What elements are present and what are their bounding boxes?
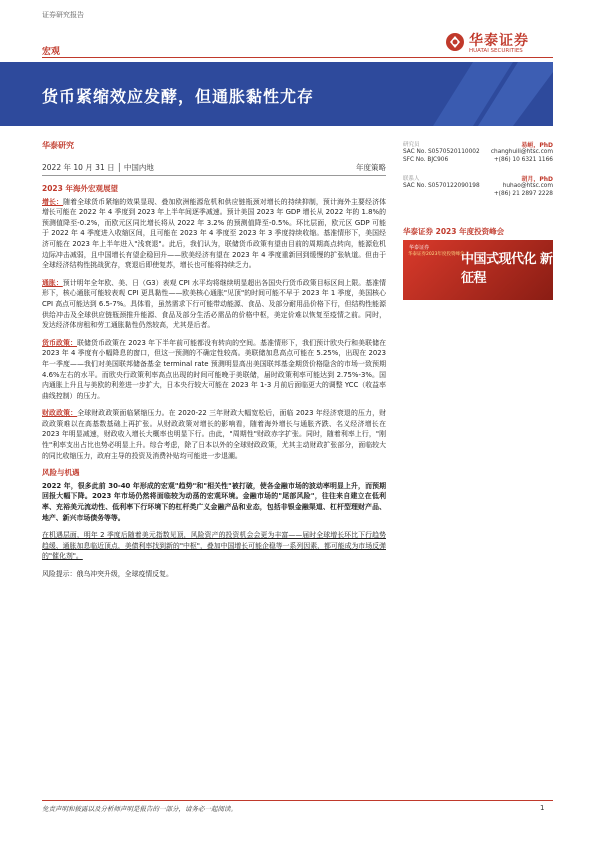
title-banner	[0, 62, 553, 126]
analyst-name: 易峘，PhD	[521, 142, 553, 149]
main-content	[42, 184, 386, 587]
paragraph-risk-warning: 风险提示：俄乌冲突升级，全球疫情反复。	[42, 570, 173, 578]
summit-title: 华泰证券 2023 年度投资峰会	[403, 227, 505, 236]
section-heading: 2023 年海外宏观展望	[42, 184, 118, 193]
summit-slogan: 中国式现代化 新征程	[461, 252, 553, 286]
report-type-label: 证券研究报告	[42, 11, 84, 19]
brand-logo	[445, 30, 553, 58]
analyst-card: 联系人 SAC No. S0570122090198 胡月，PhD huhao@htsc.com +(86) 21 2897 2228	[403, 176, 553, 197]
footer-divider	[42, 800, 553, 801]
label-growth: 增长：	[42, 197, 64, 206]
page-number: 1	[540, 804, 545, 812]
label-monetary: 货币政策：	[42, 338, 77, 347]
analyst-card: 研究员 SAC No. S0570520110002 SFC No. BJC906 易峘，PhD changhuili@htsc.com +(86) 10 6321 1166	[403, 142, 553, 163]
label-fiscal: 财政政策：	[42, 409, 78, 418]
logo-text-cn: 华泰证券	[469, 33, 529, 49]
paragraph-fiscal: 财政政策：全球财政政策面临紧缩压力。在 2020-22 三年财政大幅宽松后，面临 2023 年经济衰退的压力，财政政策难以在高基数基础上再扩张。从财政政策对增长的影响看，随着海外增长与通胀齐跌、名义经济增长在 2023 年明显减速，财政收入增长大概率也明显下行。由此，"周期性"财政赤字扩张。同时，随着利率上行，"刚性"利率支出占比也势必明显上升。综合考虑，除了日本以外的全球财政政策，尤其主动财政扩张部分，面临较大的同比收缩压力，政府主导的投资及消费补贴均可能进一步退潮。	[42, 409, 386, 460]
doc-type: 年度策略	[356, 163, 386, 172]
summit-banner[interactable]: 华泰证券 华泰证券2023年度投资峰会 中国式现代化 新征程	[403, 240, 553, 300]
analyst-name: 胡月，PhD	[521, 176, 553, 183]
huatai-logo-icon	[445, 32, 465, 52]
institute-label: 华泰研究	[42, 140, 74, 150]
paragraph-opportunity: 在机遇层面，明年 2 季度后随着美元指数见顶，风险资产的投资机会会更为丰富——届时全球增长环比下行趋势趋缓、通胀加息临近顶点，美债利率找到新的"中枢"，叠加中国增长可能企稳等一系列因素，都可能成为市场反弹的"催化剂"。	[42, 531, 386, 561]
risk-heading: 风险与机遇	[42, 468, 80, 478]
footer-disclaimer: 免责声明和披露以及分析师声明是报告的一部分，请务必一起阅读。	[42, 805, 237, 813]
paragraph-growth: 增长：随着全球货币紧缩的效果显现、叠加欧洲能源危机和供应链瓶颈对增长的持续抑制，预计海外主要经济体增长可能在 2022 年 4 季度到 2023 年上半年间逐季减速。预计美国 2023 年 GDP 增长从 2022 年的 1.8%的预测值降至-0.2%，而欧元区同比增长将从 2022 年 3.2% 的预测值降至-0.5%。环比层面，欧元区 GDP 可能于 2022 年 4 季度进入收缩区间，且可能在 2023 年 4 季度至 2023 年 3 季度持续收缩。基准情形下，美国经济可能在 2023 年上半年进入"浅衰退"。此后，我们认为，联储货币政策有望由目前的周期高点转向，能源危机边际冲击减弱，且中国增长有望企稳回升——欧美经济有望在 2023 年 4 季度重新回到缓慢的扩张轨道。但由于全球经济结构性挑战犹存，衰退后即使复苏，增长也可能将持续乏力。	[42, 197, 387, 270]
date-region-line: 2022 年 10 月 31 日 │ 中国内地	[42, 163, 154, 172]
analyst-email[interactable]: changhuili@htsc.com	[490, 149, 553, 155]
report-title: 货币紧缩效应发酵，但通胀黏性尤存	[42, 87, 315, 106]
paragraph-risk: 2022 年，很多此前 30-40 年形成的宏观"趋势"和"相关性"被打破，使各金融市场的波动率明显上升，而预期回报大幅下降。2023 年市场仍然将面临较为动荡的宏观环境。金融市场的"尾部风险"，往往来自建立在低利率、充裕美元流动性、低利率下行环境下的杠杆类广义金融产品和业态，包括非银金融渠道、杠杆型理财产品、地产、新兴市场债务等等。	[42, 481, 386, 522]
report-region: 中国内地	[123, 163, 154, 172]
section-label: 宏观	[42, 47, 61, 57]
label-inflation: 通胀：	[42, 278, 63, 287]
analyst-panel	[403, 140, 553, 208]
report-date: 2022 年 10 月 31 日	[42, 163, 115, 172]
analyst-email[interactable]: huhao@htsc.com	[502, 183, 553, 189]
banner-decoration	[433, 62, 553, 126]
paragraph-inflation: 通胀：预计明年全年欧、美、日（G3）表观 CPI 水平均将继续明显超出各国央行货币政策目标区间上限。基准情形下，核心通胀可能较表观 CPI 更具黏性——欧美核心通胀"见顶"的时间可能不早于 2023 年 1 季度，美国核心 CPI 高点可能达到 6.5-7%。具体看，虽然需求下行可能带动能源、食品、及部分耐用品价格下行，但结构性能源供给冲击及全球供应链瓶颈推升能源、食品及部分生活必需品的价格中枢，美定价难以恢复至疫情之前。同时，发达经济体房租和劳工通胀黏性仍然较高，尤其是后者。	[42, 278, 386, 330]
paragraph-monetary: 货币政策：联储货币政策在 2023 年下半年前可能都没有转向的空间。基准情形下，我们预计欧央行和美联储在 2023 年 4 季度有小幅降息的窗口，但这一预测的不确定性较高。美联储加息高点可能在 5.25%，出现在 2023 年一季度——我们对美国联邦储备基金 terminal rate 预测明显高出美国联邦基金期货价格隐含的市场一致预期 4.6%左右的水平。而欧央行政策利率高点出现的时间可能晚于美联储，届时政策利率可能达到 2.75%-3%。国内通胀上升且与美欧的利差进一步扩大，日本央行较大可能在 2023 年 1-3 月前后面临更大的调整 YCC（收益率曲线控制）的压力。	[42, 338, 386, 400]
date-divider	[42, 175, 386, 176]
logo-text-en: HUATAI SECURITIES	[469, 48, 523, 54]
